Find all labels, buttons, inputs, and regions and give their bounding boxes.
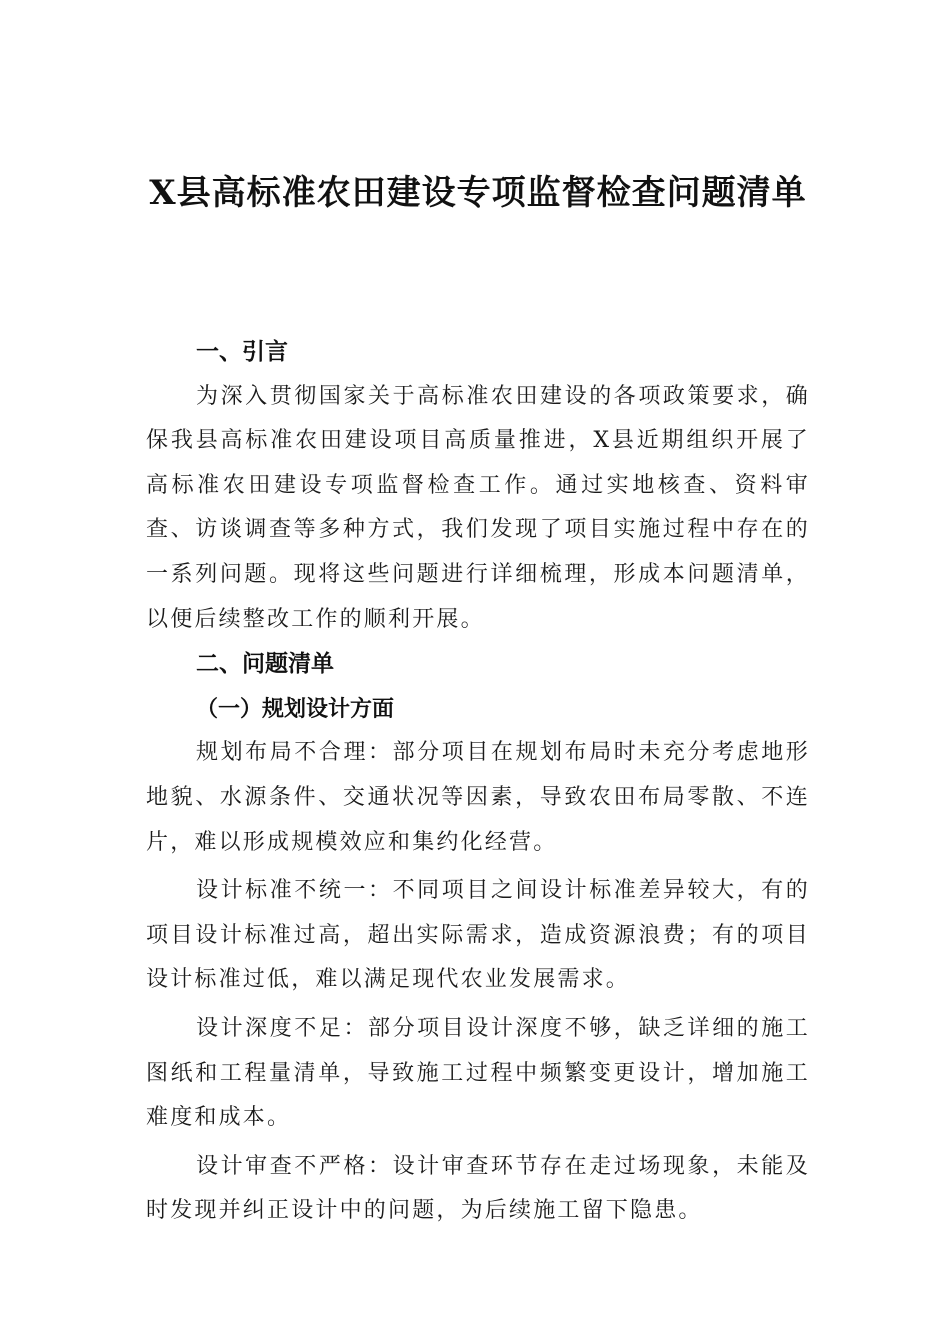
issue-paragraph: 规划布局不合理：部分项目在规划布局时未充分考虑地形地貌、水源条件、交通状况等因素，导致农田布局零散、不连片，难以形成规模效应和集约化经营。 xyxy=(146,740,810,855)
issue-paragraph: 设计标准不统一：不同项目之间设计标准差异较大，有的项目设计标准过高，超出实际需求，造成资源浪费；有的项目设计标准过低，难以满足现代农业发展需求。 xyxy=(146,878,810,993)
subsection-heading-planning: （一）规划设计方面 xyxy=(196,695,395,722)
section-heading-intro: 一、引言 xyxy=(196,339,288,365)
document-title: X县高标准农田建设专项监督检查问题清单 xyxy=(149,173,807,213)
intro-paragraph: 为深入贯彻国家关于高标准农田建设的各项政策要求，确保我县高标准农田建设项目高质量推进，X县近期组织开展了高标准农田建设专项监督检查工作。通过实地核查、资料审查、访谈调查等多种方式，我们发现了项目实施过程中存在的一系列问题。现将这些问题进行详细梳理，形成本问题清单，以便后续整改工作的顺利开展。 xyxy=(146,383,810,632)
document-body xyxy=(146,330,810,1234)
issue-paragraph: 设计深度不足：部分项目设计深度不够，缺乏详细的施工图纸和工程量清单，导致施工过程中频繁变更设计，增加施工难度和成本。 xyxy=(146,1015,810,1131)
section-heading-issues: 二、问题清单 xyxy=(196,651,334,678)
issue-paragraph: 设计审查不严格：设计审查环节存在走过场现象，未能及时发现并纠正设计中的问题，为后续施工留下隐患。 xyxy=(146,1153,810,1224)
